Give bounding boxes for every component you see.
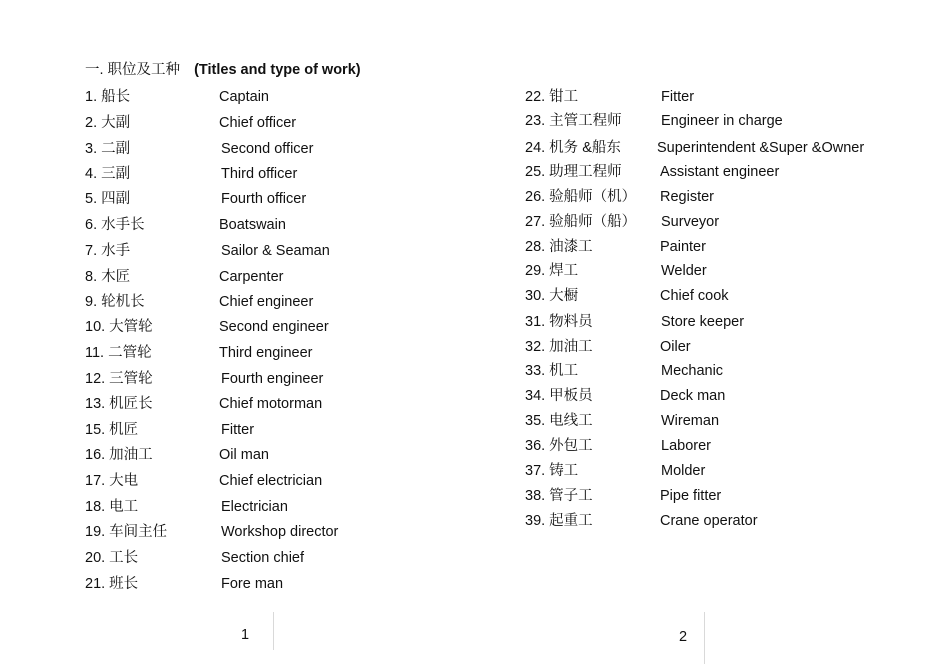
- left-entry-en-term: Chief officer: [219, 115, 297, 131]
- right-entry-cn-term: 29. 焊工: [525, 263, 579, 279]
- right-entry-cn-term: 28. 油漆工: [525, 239, 593, 255]
- left-entry-en-term: Fitter: [221, 422, 255, 438]
- left-entry-cn-term: 21. 班长: [85, 576, 139, 592]
- left-entry-cn-term: 17. 大电: [85, 473, 139, 489]
- page-divider-left: [273, 612, 274, 650]
- right-entry-en-term: Engineer in charge: [661, 113, 783, 129]
- right-entry-cn-term: 27. 验船师（船）: [525, 214, 637, 230]
- right-entry-en-term: Assistant engineer: [660, 164, 780, 180]
- left-entry-en-term: Third officer: [221, 166, 298, 182]
- left-entry-cn-term: 2. 大副: [85, 115, 131, 131]
- left-entry-en-term: Carpenter: [219, 269, 284, 285]
- left-entry-en-term: Section chief: [221, 550, 305, 566]
- left-entry-cn-term: 13. 机匠长: [85, 396, 153, 412]
- page-divider-right: [704, 612, 705, 664]
- right-entry-en-term: Pipe fitter: [660, 488, 722, 504]
- left-entry-cn-term: 19. 车间主任: [85, 524, 168, 540]
- right-entry-en-term: Chief cook: [660, 288, 729, 304]
- right-entry-cn-term: 24. 机务 &船东: [525, 140, 621, 156]
- left-entry-en-term: Chief engineer: [219, 294, 314, 310]
- heading-cn: 一. 职位及工种: [85, 62, 181, 78]
- left-entry-en-term: Workshop director: [221, 524, 339, 540]
- left-entry-cn-term: 5. 四副: [85, 191, 131, 207]
- left-entry-en-term: Oil man: [219, 447, 269, 463]
- right-entry-cn-term: 26. 验船师（机）: [525, 189, 637, 205]
- page-number-left: 1: [241, 627, 250, 643]
- right-entry-en-term: Crane operator: [660, 513, 758, 529]
- right-entry-cn-term: 36. 外包工: [525, 438, 593, 454]
- left-entry-cn-term: 18. 电工: [85, 499, 139, 515]
- right-entry-cn-term: 30. 大橱: [525, 288, 579, 304]
- right-entry-en-term: Register: [660, 189, 714, 205]
- right-entry-cn-term: 37. 铸工: [525, 463, 579, 479]
- left-entry-cn-term: 20. 工长: [85, 550, 139, 566]
- left-entry-en-term: Chief electrician: [219, 473, 323, 489]
- right-entry-en-term: Store keeper: [661, 314, 745, 330]
- right-entry-cn-term: 25. 助理工程师: [525, 164, 622, 180]
- left-entry-en-term: Second engineer: [219, 319, 329, 335]
- left-entry-cn-term: 12. 三管轮: [85, 371, 153, 387]
- left-entry-cn-term: 8. 木匠: [85, 269, 131, 285]
- left-entry-en-term: Fore man: [221, 576, 284, 592]
- left-entry-cn-term: 4. 三副: [85, 166, 131, 182]
- left-entry-cn-term: 9. 轮机长: [85, 294, 145, 310]
- left-entry-en-term: Third engineer: [219, 345, 313, 361]
- right-entry-cn-term: 38. 管子工: [525, 488, 593, 504]
- left-entry-cn-term: 3. 二副: [85, 141, 131, 157]
- page-number-right: 2: [679, 629, 688, 645]
- right-entry-en-term: Molder: [661, 463, 706, 479]
- right-entry-cn-term: 22. 钳工: [525, 89, 579, 105]
- right-entry-en-term: Mechanic: [661, 363, 724, 379]
- left-entry-cn-term: 16. 加油工: [85, 447, 153, 463]
- right-entry-en-term: Wireman: [661, 413, 720, 429]
- left-entry-en-term: Boatswain: [219, 217, 286, 233]
- right-entry-en-term: Laborer: [661, 438, 711, 454]
- section-heading: [85, 61, 361, 79]
- right-entry-cn-term: 35. 电线工: [525, 413, 593, 429]
- right-entry-en-term: Oiler: [660, 339, 691, 355]
- right-entry-cn-term: 32. 加油工: [525, 339, 593, 355]
- right-entry-en-term: Fitter: [661, 89, 695, 105]
- left-entry-cn-term: 7. 水手: [85, 243, 131, 259]
- right-entry-en-term: Superintendent &Super &Owner: [657, 140, 865, 156]
- heading-en: (Titles and type of work): [194, 62, 361, 78]
- right-entry-en-term: Painter: [660, 239, 706, 255]
- left-entry-cn-term: 6. 水手长: [85, 217, 145, 233]
- left-entry-en-term: Fourth engineer: [221, 371, 324, 387]
- left-entry-en-term: Electrician: [221, 499, 288, 515]
- left-entry-cn-term: 15. 机匠: [85, 422, 139, 438]
- right-entry-cn-term: 34. 甲板员: [525, 388, 593, 404]
- right-entry-en-term: Deck man: [660, 388, 726, 404]
- right-entry-cn-term: 33. 机工: [525, 363, 579, 379]
- right-entry-cn-term: 39. 起重工: [525, 513, 593, 529]
- right-entry-cn-term: 23. 主管工程师: [525, 113, 622, 129]
- left-entry-en-term: Chief motorman: [219, 396, 323, 412]
- left-entry-en-term: Second officer: [221, 141, 314, 157]
- left-entry-cn-term: 11. 二管轮: [85, 345, 152, 361]
- left-entry-en-term: Captain: [219, 89, 269, 105]
- left-entry-en-term: Sailor & Seaman: [221, 243, 330, 259]
- right-entry-en-term: Surveyor: [661, 214, 720, 230]
- left-entry-cn-term: 1. 船长: [85, 89, 131, 105]
- left-entry-en-term: Fourth officer: [221, 191, 307, 207]
- left-entry-cn-term: 10. 大管轮: [85, 319, 153, 335]
- right-entry-cn-term: 31. 物料员: [525, 314, 593, 330]
- right-entry-en-term: Welder: [661, 263, 707, 279]
